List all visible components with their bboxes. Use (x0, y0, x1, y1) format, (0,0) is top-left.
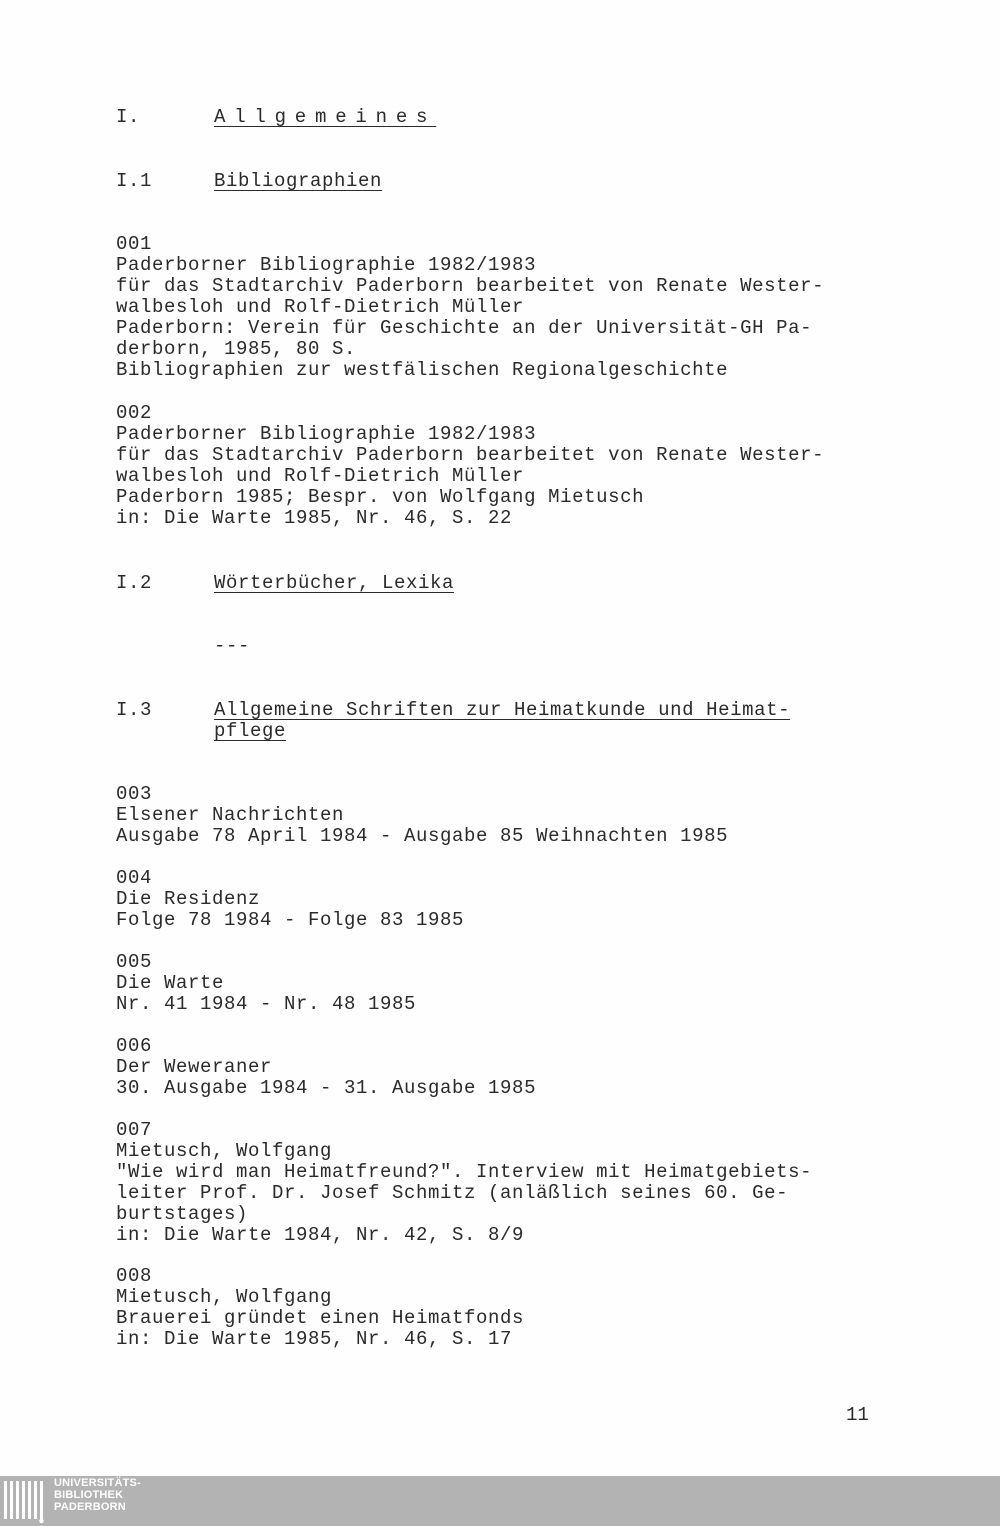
entry-line: Die Residenz (116, 888, 261, 910)
entry-line: Elsener Nachrichten (116, 804, 345, 826)
entry-line: Paderborn: Verein für Geschichte an der Universität-GH Pa- (116, 317, 813, 339)
section-number: I.1 (116, 170, 153, 192)
entry-number: 007 (116, 1119, 153, 1141)
section-number: I.2 (116, 572, 153, 594)
logo-text-line: PADERBORN (54, 1501, 126, 1513)
logo-text-line: BIBLIOTHEK (54, 1489, 124, 1501)
entry-number: 002 (116, 402, 153, 424)
entry-line: in: Die Warte 1985, Nr. 46, S. 22 (116, 507, 513, 529)
entry-line: Paderborner Bibliographie 1982/1983 (116, 423, 537, 445)
logo-text-line: UNIVERSITÄTS- (54, 1477, 141, 1489)
entry-number: 003 (116, 783, 153, 805)
footer-bar (0, 1476, 1000, 1526)
entry-number: 006 (116, 1035, 153, 1057)
section-title-continued: pflege (214, 720, 287, 742)
entry-line: Brauerei gründet einen Heimatfonds (116, 1307, 525, 1329)
entry-line: "Wie wird man Heimatfreund?". Interview mit Heimatgebiets- (116, 1161, 813, 1183)
entry-line: Der Weweraner (116, 1056, 273, 1078)
entry-line: walbesloh und Rolf-Dietrich Müller (116, 296, 525, 318)
entry-number: 005 (116, 951, 153, 973)
entry-line: Mietusch, Wolfgang (116, 1286, 333, 1308)
section-title: Wörterbücher, Lexika (214, 572, 455, 594)
entry-line: für das Stadtarchiv Paderborn bearbeitet von Renate Wester- (116, 444, 825, 466)
entry-line: Folge 78 1984 - Folge 83 1985 (116, 909, 465, 931)
entry-line: Mietusch, Wolfgang (116, 1140, 333, 1162)
entry-number: 008 (116, 1265, 153, 1287)
entry-line: in: Die Warte 1985, Nr. 46, S. 17 (116, 1328, 513, 1350)
entry-line: Bibliographien zur westfälischen Regionalgeschichte (116, 359, 729, 381)
entry-number: 004 (116, 867, 153, 889)
library-logo-icon (2, 1478, 46, 1524)
entry-line: leiter Prof. Dr. Josef Schmitz (anläßlich seines 60. Ge- (116, 1182, 789, 1204)
section-number: I.3 (116, 699, 153, 721)
section-title: Allgemeine Schriften zur Heimatkunde und Heimat- (214, 699, 791, 721)
entry-line: 30. Ausgabe 1984 - 31. Ausgabe 1985 (116, 1077, 537, 1099)
page-number: 11 (846, 1404, 869, 1426)
entry-number: 001 (116, 233, 153, 255)
entry-line: Nr. 41 1984 - Nr. 48 1985 (116, 993, 417, 1015)
entry-line: Ausgabe 78 April 1984 - Ausgabe 85 Weihnachten 1985 (116, 825, 729, 847)
empty-section-marker: --- (214, 635, 251, 657)
section-title: Allgemeines (214, 106, 437, 128)
entry-line: Die Warte (116, 972, 225, 994)
entry-line: burtstages) (116, 1203, 249, 1225)
entry-line: Paderborn 1985; Bespr. von Wolfgang Mietusch (116, 486, 645, 508)
section-title: Bibliographien (214, 170, 383, 192)
entry-line: derborn, 1985, 80 S. (116, 338, 357, 360)
entry-line: in: Die Warte 1984, Nr. 42, S. 8/9 (116, 1224, 525, 1246)
library-logo-text (54, 1477, 141, 1513)
section-number: I. (116, 106, 141, 128)
entry-line: walbesloh und Rolf-Dietrich Müller (116, 465, 525, 487)
entry-line: für das Stadtarchiv Paderborn bearbeitet von Renate Wester- (116, 275, 825, 297)
entry-line: Paderborner Bibliographie 1982/1983 (116, 254, 537, 276)
